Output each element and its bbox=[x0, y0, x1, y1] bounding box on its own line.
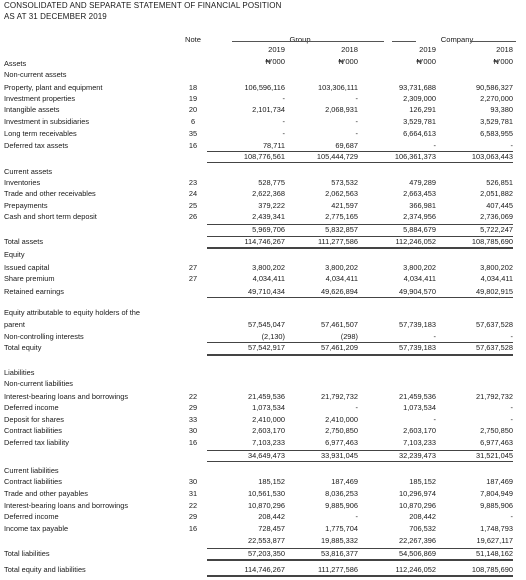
row-value: 2,309,000 bbox=[403, 94, 436, 103]
row-label: Cash and short term deposit bbox=[4, 212, 97, 221]
row-label: Total liabilities bbox=[4, 549, 50, 558]
table-row bbox=[0, 190, 526, 200]
row-note: 16 bbox=[188, 141, 198, 150]
row-value: - bbox=[510, 332, 513, 341]
row-value: 7,804,949 bbox=[480, 489, 513, 498]
row-label: Investment in subsidiaries bbox=[4, 117, 90, 126]
row-value: 49,626,894 bbox=[321, 287, 358, 296]
total-rule bbox=[280, 450, 358, 451]
group-header-rule-left bbox=[232, 41, 362, 42]
row-value: 366,981 bbox=[409, 201, 436, 210]
row-value: 21,792,732 bbox=[321, 392, 358, 401]
row-value: 526,851 bbox=[486, 178, 513, 187]
row-value: 3,800,202 bbox=[480, 263, 513, 272]
row-value: 479,289 bbox=[409, 178, 436, 187]
double-total-rule bbox=[280, 247, 358, 249]
row-value: 407,445 bbox=[486, 201, 513, 210]
row-label: Contract liabilities bbox=[4, 477, 62, 486]
row-value: 53,816,377 bbox=[321, 549, 358, 558]
row-note: 33 bbox=[188, 415, 198, 424]
row-value: 706,532 bbox=[409, 524, 436, 533]
total-rule bbox=[435, 461, 513, 462]
row-value: 57,739,183 bbox=[399, 320, 436, 329]
row-value: - bbox=[433, 415, 436, 424]
unit-header: ₦'000 bbox=[265, 57, 285, 66]
total-rule bbox=[358, 162, 436, 163]
row-value: 2,603,170 bbox=[252, 426, 285, 435]
row-note: 26 bbox=[188, 212, 198, 221]
total-rule bbox=[207, 236, 285, 237]
row-value: 69,687 bbox=[335, 141, 358, 150]
row-value: - bbox=[282, 129, 285, 138]
row-value: 111,277,586 bbox=[317, 237, 358, 246]
row-value: 57,739,183 bbox=[399, 343, 436, 352]
row-value: - bbox=[510, 415, 513, 424]
total-rule bbox=[207, 162, 285, 163]
row-value: 2,051,882 bbox=[480, 189, 513, 198]
total-rule bbox=[207, 342, 285, 343]
row-value: - bbox=[282, 117, 285, 126]
double-total-rule bbox=[280, 354, 358, 356]
row-label: Non-current assets bbox=[4, 70, 67, 79]
double-total-rule bbox=[435, 247, 513, 249]
unit-header: ₦'000 bbox=[416, 57, 436, 66]
double-total-rule bbox=[358, 247, 436, 249]
row-label: Intangible assets bbox=[4, 105, 60, 114]
row-value: - bbox=[510, 141, 513, 150]
row-label: Share premium bbox=[4, 274, 55, 283]
double-total-rule bbox=[358, 559, 436, 561]
total-rule bbox=[435, 224, 513, 225]
row-value: 21,459,536 bbox=[399, 392, 436, 401]
row-value: 108,776,561 bbox=[243, 152, 285, 161]
double-total-rule bbox=[280, 575, 358, 577]
row-value: 2,068,931 bbox=[325, 105, 358, 114]
row-value: 57,545,047 bbox=[248, 320, 285, 329]
row-value: 4,034,411 bbox=[325, 274, 358, 283]
table-row bbox=[0, 118, 526, 128]
statement-date: AS AT 31 DECEMBER 2019 bbox=[4, 12, 107, 21]
total-rule bbox=[435, 450, 513, 451]
row-note: 31 bbox=[188, 489, 198, 498]
total-rule bbox=[358, 151, 436, 152]
row-label: Interest-bearing loans and borrowings bbox=[4, 392, 129, 401]
row-value: 2,663,453 bbox=[403, 189, 436, 198]
total-rule bbox=[435, 342, 513, 343]
row-label: Assets bbox=[4, 59, 27, 68]
row-note: 16 bbox=[188, 524, 198, 533]
double-total-rule bbox=[435, 575, 513, 577]
row-value: 57,637,528 bbox=[476, 320, 513, 329]
row-value: 57,637,528 bbox=[476, 343, 513, 352]
row-value: 187,469 bbox=[331, 477, 358, 486]
total-rule bbox=[207, 151, 285, 152]
row-value: 6,583,955 bbox=[480, 129, 513, 138]
total-rule bbox=[358, 224, 436, 225]
row-value: 208,442 bbox=[258, 512, 285, 521]
total-rule bbox=[207, 548, 285, 549]
statement-title: CONSOLIDATED AND SEPARATE STATEMENT OF FINANCIAL POSITION bbox=[4, 1, 282, 10]
row-label: Total assets bbox=[4, 237, 44, 246]
row-note: 27 bbox=[188, 274, 198, 283]
row-label: Trade and other payables bbox=[4, 489, 88, 498]
row-value: 10,296,974 bbox=[399, 489, 436, 498]
row-value: 112,246,052 bbox=[395, 237, 436, 246]
row-value: - bbox=[433, 141, 436, 150]
table-row bbox=[0, 502, 526, 512]
row-value: - bbox=[355, 94, 358, 103]
row-value: 2,374,956 bbox=[403, 212, 436, 221]
row-value: 2,775,165 bbox=[325, 212, 358, 221]
row-value: 2,736,069 bbox=[480, 212, 513, 221]
row-note: 30 bbox=[188, 426, 198, 435]
row-value: 3,800,202 bbox=[252, 263, 285, 272]
row-value: 1,748,793 bbox=[480, 524, 513, 533]
row-value: 5,969,706 bbox=[252, 225, 285, 234]
row-value: - bbox=[355, 117, 358, 126]
row-label: Retained earnings bbox=[4, 287, 64, 296]
row-label: Issued capital bbox=[4, 263, 50, 272]
row-value: 2,062,563 bbox=[325, 189, 358, 198]
total-rule bbox=[280, 151, 358, 152]
total-rule bbox=[358, 461, 436, 462]
double-total-rule bbox=[207, 575, 285, 577]
year-header: 2018 bbox=[341, 45, 358, 54]
row-value: - bbox=[510, 512, 513, 521]
row-label: Equity bbox=[4, 250, 25, 259]
row-value: 108,785,690 bbox=[471, 237, 513, 246]
row-value: 3,529,781 bbox=[403, 117, 436, 126]
unit-header: ₦'000 bbox=[338, 57, 358, 66]
row-value: 34,649,473 bbox=[248, 451, 285, 460]
row-note: 23 bbox=[188, 178, 198, 187]
row-label: Non-controlling interests bbox=[4, 332, 84, 341]
total-rule bbox=[207, 450, 285, 451]
table-row bbox=[0, 427, 526, 437]
row-value: 2,622,368 bbox=[252, 189, 285, 198]
row-value: 106,361,373 bbox=[394, 152, 436, 161]
total-rule bbox=[280, 224, 358, 225]
row-value: (298) bbox=[340, 332, 358, 341]
row-value: 8,036,253 bbox=[325, 489, 358, 498]
company-column-header: Company bbox=[440, 35, 474, 44]
total-rule bbox=[280, 342, 358, 343]
year-header: 2019 bbox=[268, 45, 285, 54]
double-total-rule bbox=[207, 354, 285, 356]
row-value: 2,410,000 bbox=[325, 415, 358, 424]
row-note: 29 bbox=[188, 403, 198, 412]
row-value: 22,267,396 bbox=[399, 536, 436, 545]
row-value: 49,710,434 bbox=[248, 287, 285, 296]
table-row bbox=[0, 478, 526, 488]
row-value: - bbox=[355, 403, 358, 412]
row-note: 29 bbox=[188, 512, 198, 521]
row-value: 57,542,917 bbox=[248, 343, 285, 352]
table-row bbox=[0, 380, 526, 390]
table-row bbox=[0, 106, 526, 116]
row-value: 126,291 bbox=[409, 105, 436, 114]
row-value: 10,561,530 bbox=[248, 489, 285, 498]
table-row bbox=[0, 537, 526, 547]
row-value: 185,152 bbox=[258, 477, 285, 486]
row-label: Property, plant and equipment bbox=[4, 83, 103, 92]
row-value: 78,711 bbox=[262, 141, 285, 150]
row-value: 7,103,233 bbox=[252, 438, 285, 447]
total-rule bbox=[358, 548, 436, 549]
row-label: parent bbox=[4, 320, 25, 329]
row-label: Investment properties bbox=[4, 94, 76, 103]
row-value: 4,034,411 bbox=[252, 274, 285, 283]
row-label: Current assets bbox=[4, 167, 53, 176]
row-label: Equity attributable to equity holders of the bbox=[4, 308, 140, 317]
total-rule bbox=[435, 548, 513, 549]
row-value: 31,521,045 bbox=[476, 451, 513, 460]
row-note: 24 bbox=[188, 189, 198, 198]
row-value: 112,246,052 bbox=[395, 565, 436, 574]
row-note: 25 bbox=[188, 201, 198, 210]
row-value: - bbox=[355, 129, 358, 138]
row-value: 2,410,000 bbox=[252, 415, 285, 424]
row-value: - bbox=[433, 332, 436, 341]
table-row bbox=[0, 393, 526, 403]
total-rule bbox=[207, 297, 285, 298]
double-total-rule bbox=[435, 559, 513, 561]
row-value: 103,063,443 bbox=[471, 152, 513, 161]
row-value: 114,746,267 bbox=[244, 565, 285, 574]
row-value: 2,750,850 bbox=[480, 426, 513, 435]
total-rule bbox=[280, 548, 358, 549]
row-value: - bbox=[355, 512, 358, 521]
row-value: 421,597 bbox=[331, 201, 358, 210]
table-row bbox=[0, 251, 526, 261]
row-label: Prepayments bbox=[4, 201, 48, 210]
table-row bbox=[0, 264, 526, 274]
row-value: 528,775 bbox=[258, 178, 285, 187]
row-value: 3,800,202 bbox=[325, 263, 358, 272]
row-value: 379,222 bbox=[258, 201, 285, 210]
table-row bbox=[0, 71, 526, 81]
row-value: 19,885,332 bbox=[321, 536, 358, 545]
total-rule bbox=[358, 236, 436, 237]
row-value: 9,885,906 bbox=[480, 501, 513, 510]
total-rule bbox=[207, 461, 285, 462]
row-note: 22 bbox=[188, 392, 198, 401]
row-value: 93,380 bbox=[490, 105, 513, 114]
row-value: 1,073,534 bbox=[403, 403, 436, 412]
total-rule bbox=[280, 297, 358, 298]
double-total-rule bbox=[435, 354, 513, 356]
total-rule bbox=[207, 224, 285, 225]
double-total-rule bbox=[280, 559, 358, 561]
row-value: 49,904,570 bbox=[399, 287, 436, 296]
year-header: 2019 bbox=[419, 45, 436, 54]
row-value: 2,270,000 bbox=[480, 94, 513, 103]
table-row bbox=[0, 202, 526, 212]
row-value: (2,130) bbox=[261, 332, 285, 341]
table-row bbox=[0, 226, 526, 236]
group-header-rule-right bbox=[362, 41, 384, 42]
row-value: 21,792,732 bbox=[476, 392, 513, 401]
total-rule bbox=[435, 162, 513, 163]
row-value: 208,442 bbox=[409, 512, 436, 521]
row-label: Current liabilities bbox=[4, 466, 59, 475]
row-note: 22 bbox=[188, 501, 198, 510]
row-value: 57,461,209 bbox=[321, 343, 358, 352]
row-value: 2,439,341 bbox=[252, 212, 285, 221]
row-value: 4,034,411 bbox=[480, 274, 513, 283]
row-note: 27 bbox=[188, 263, 198, 272]
row-label: Total equity and liabilities bbox=[4, 565, 86, 574]
row-value: 22,553,877 bbox=[248, 536, 285, 545]
row-value: 2,603,170 bbox=[403, 426, 436, 435]
table-row bbox=[0, 95, 526, 105]
total-rule bbox=[358, 297, 436, 298]
double-total-rule bbox=[358, 354, 436, 356]
row-value: 57,461,507 bbox=[321, 320, 358, 329]
row-value: 5,722,247 bbox=[480, 225, 513, 234]
year-header: 2018 bbox=[496, 45, 513, 54]
row-label: Total equity bbox=[4, 343, 42, 352]
row-label: Trade and other receivables bbox=[4, 189, 96, 198]
total-rule bbox=[358, 342, 436, 343]
total-rule bbox=[435, 297, 513, 298]
row-value: 108,785,690 bbox=[471, 565, 513, 574]
table-row bbox=[0, 467, 526, 477]
row-label: Non-current liabilities bbox=[4, 379, 74, 388]
row-value: 4,034,411 bbox=[403, 274, 436, 283]
row-label: Deferred income bbox=[4, 512, 59, 521]
row-value: 105,444,729 bbox=[316, 152, 358, 161]
row-label: Deferred tax liability bbox=[4, 438, 69, 447]
row-note: 19 bbox=[188, 94, 198, 103]
total-rule bbox=[435, 236, 513, 237]
table-row bbox=[0, 439, 526, 449]
row-value: 1,073,534 bbox=[252, 403, 285, 412]
row-value: 10,870,296 bbox=[248, 501, 285, 510]
row-label: Deferred income bbox=[4, 403, 59, 412]
table-row bbox=[0, 179, 526, 189]
table-row bbox=[0, 525, 526, 535]
row-value: 6,977,463 bbox=[480, 438, 513, 447]
table-row bbox=[0, 369, 526, 379]
table-row bbox=[0, 275, 526, 285]
row-label: Contract liabilities bbox=[4, 426, 62, 435]
row-value: 90,586,327 bbox=[476, 83, 513, 92]
table-row bbox=[0, 168, 526, 178]
row-value: 5,884,679 bbox=[403, 225, 436, 234]
total-rule bbox=[358, 450, 436, 451]
row-value: 21,459,536 bbox=[248, 392, 285, 401]
table-row bbox=[0, 416, 526, 426]
total-rule bbox=[280, 162, 358, 163]
row-value: 187,469 bbox=[486, 477, 513, 486]
table-row bbox=[0, 84, 526, 94]
company-header-rule-left bbox=[392, 41, 416, 42]
table-row bbox=[0, 344, 526, 354]
row-value: 106,596,116 bbox=[244, 83, 285, 92]
total-rule bbox=[435, 151, 513, 152]
row-value: 2,101,734 bbox=[252, 105, 285, 114]
table-row bbox=[0, 321, 526, 331]
row-note: 18 bbox=[188, 83, 198, 92]
row-label: Deposit for shares bbox=[4, 415, 64, 424]
row-label: Deferred tax assets bbox=[4, 141, 69, 150]
row-value: - bbox=[510, 403, 513, 412]
row-label: Long term receivables bbox=[4, 129, 77, 138]
row-value: 93,731,688 bbox=[399, 83, 436, 92]
row-value: 3,529,781 bbox=[480, 117, 513, 126]
row-value: 9,885,906 bbox=[325, 501, 358, 510]
table-row bbox=[0, 213, 526, 223]
total-rule bbox=[280, 461, 358, 462]
row-value: 103,306,111 bbox=[317, 83, 358, 92]
unit-header: ₦'000 bbox=[493, 57, 513, 66]
table-row bbox=[0, 490, 526, 500]
row-value: 51,148,162 bbox=[476, 549, 513, 558]
row-note: 35 bbox=[188, 129, 198, 138]
row-value: 5,832,857 bbox=[325, 225, 358, 234]
row-value: - bbox=[282, 94, 285, 103]
row-label: Income tax payable bbox=[4, 524, 69, 533]
row-value: 1,775,704 bbox=[325, 524, 358, 533]
double-total-rule bbox=[207, 247, 285, 249]
row-value: 185,152 bbox=[409, 477, 436, 486]
row-note: 20 bbox=[188, 105, 198, 114]
row-note: 6 bbox=[190, 117, 196, 126]
row-value: 2,750,850 bbox=[325, 426, 358, 435]
row-label: Inventories bbox=[4, 178, 41, 187]
row-value: 573,532 bbox=[331, 178, 358, 187]
group-column-header: Group bbox=[289, 35, 311, 44]
row-note: 16 bbox=[188, 438, 198, 447]
table-row bbox=[0, 57, 526, 70]
row-value: 111,277,586 bbox=[317, 565, 358, 574]
company-header-rule-right bbox=[470, 41, 516, 42]
row-label: Liabilities bbox=[4, 368, 35, 377]
double-total-rule bbox=[207, 559, 285, 561]
row-value: 728,457 bbox=[258, 524, 285, 533]
row-value: 19,627,117 bbox=[476, 536, 513, 545]
row-value: 49,802,915 bbox=[476, 287, 513, 296]
row-value: 7,103,233 bbox=[403, 438, 436, 447]
row-value: 114,746,267 bbox=[244, 237, 285, 246]
table-row bbox=[0, 130, 526, 140]
row-note: 30 bbox=[188, 477, 198, 486]
note-column-header: Note bbox=[184, 35, 202, 44]
row-value: 6,664,613 bbox=[403, 129, 436, 138]
row-value: 10,870,296 bbox=[399, 501, 436, 510]
row-value: 3,800,202 bbox=[403, 263, 436, 272]
table-row bbox=[0, 404, 526, 414]
row-value: 6,977,463 bbox=[325, 438, 358, 447]
double-total-rule bbox=[358, 575, 436, 577]
row-label: Interest-bearing loans and borrowings bbox=[4, 501, 129, 510]
table-row bbox=[0, 513, 526, 523]
row-value: 32,239,473 bbox=[399, 451, 436, 460]
row-value: 33,931,045 bbox=[321, 451, 358, 460]
row-value: 57,203,350 bbox=[248, 549, 285, 558]
total-rule bbox=[280, 236, 358, 237]
table-row bbox=[0, 309, 526, 319]
row-value: 54,506,869 bbox=[399, 549, 436, 558]
